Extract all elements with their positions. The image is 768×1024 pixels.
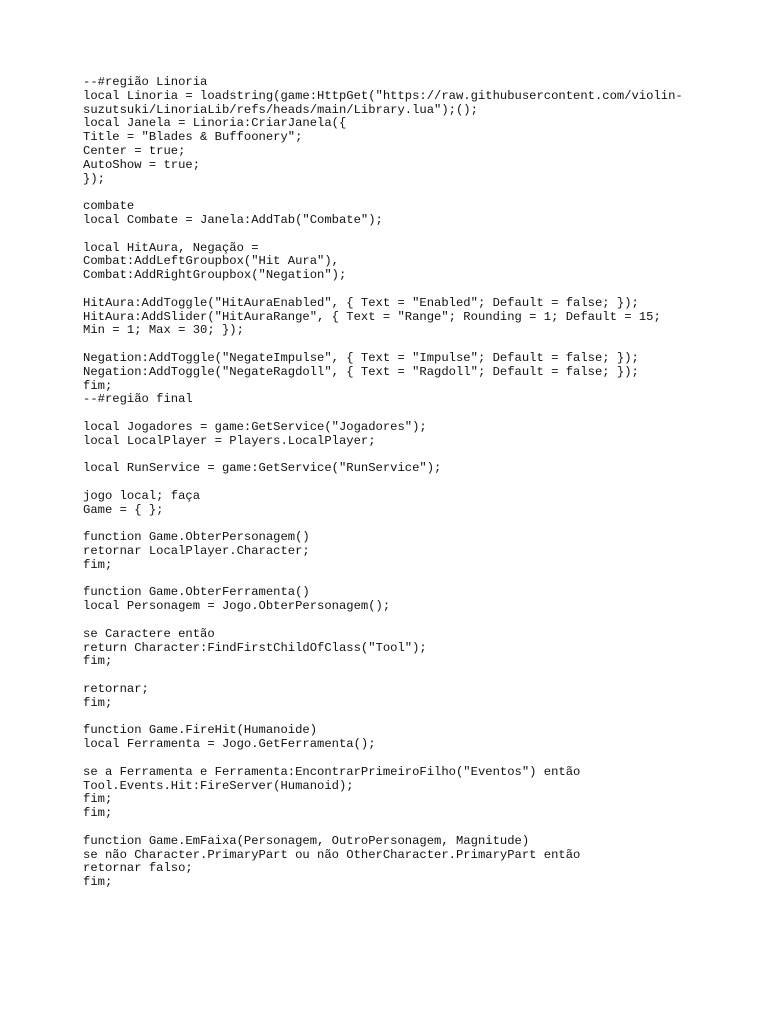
code-line: local Personagem = Jogo.ObterPersonagem(); — [83, 599, 391, 614]
code-block — [83, 352, 743, 407]
code-line: Min = 1; Max = 30; }); — [83, 323, 244, 338]
code-line: fim; — [83, 875, 113, 890]
code-line: local Combate = Janela:AddTab("Combate"); — [83, 212, 383, 227]
code-line: fim; — [83, 557, 113, 572]
code-line: function Game.ObterFerramenta() — [83, 585, 310, 600]
code-line: fim; — [83, 695, 113, 710]
code-line: se não Character.PrimaryPart ou não OtherCharacter.PrimaryPart então — [83, 847, 581, 862]
code-line: local Linoria = loadstring(game:HttpGet("https://raw.githubusercontent.com/violin- — [83, 88, 683, 103]
code-block — [83, 490, 743, 518]
code-line: Game = { }; — [83, 502, 164, 517]
code-line: Negation:AddToggle("NegateImpulse", { Text = "Impulse"; Default = false; }); — [83, 350, 639, 365]
code-line: retornar falso; — [83, 861, 193, 876]
code-line: HitAura:AddToggle("HitAuraEnabled", { Text = "Enabled"; Default = false; }); — [83, 295, 639, 310]
code-block — [83, 683, 743, 711]
code-line: local LocalPlayer = Players.LocalPlayer; — [83, 433, 376, 448]
code-block — [83, 421, 743, 449]
code-block — [83, 200, 743, 228]
code-line: Center = true; — [83, 143, 186, 158]
code-line: fim; — [83, 378, 113, 393]
code-line: return Character:FindFirstChildOfClass("Tool"); — [83, 640, 427, 655]
code-line: Title = "Blades & Buffoonery"; — [83, 130, 303, 145]
code-block — [83, 628, 743, 669]
code-line: --#região final — [83, 392, 193, 407]
code-line: Combat:AddLeftGroupbox("Hit Aura"), — [83, 254, 339, 269]
code-line: local RunService = game:GetService("RunService"); — [83, 461, 442, 476]
code-line: Combat:AddRightGroupbox("Negation"); — [83, 268, 347, 283]
code-line: function Game.EmFaixa(Personagem, OutroPersonagem, Magnitude) — [83, 833, 530, 848]
code-block — [83, 242, 743, 283]
code-block — [83, 76, 743, 186]
code-line: se Caractere então — [83, 626, 215, 641]
code-line: AutoShow = true; — [83, 157, 201, 172]
code-line: fim; — [83, 654, 113, 669]
code-line: combate — [83, 199, 135, 214]
code-line: jogo local; faça — [83, 488, 201, 503]
code-block — [83, 462, 743, 476]
code-block — [83, 724, 743, 752]
code-line: retornar LocalPlayer.Character; — [83, 544, 310, 559]
code-block — [83, 531, 743, 572]
code-line: local Jogadores = game:GetService("Jogadores"); — [83, 419, 427, 434]
code-line: --#região Linoria — [83, 75, 208, 89]
code-line: }); — [83, 171, 105, 186]
code-line: local Janela = Linoria:CriarJanela({ — [83, 116, 347, 131]
code-line: Negation:AddToggle("NegateRagdoll", { Text = "Ragdoll"; Default = false; }); — [83, 364, 639, 379]
code-block — [83, 766, 743, 821]
code-line: HitAura:AddSlider("HitAuraRange", { Text = "Range"; Rounding = 1; Default = 15; — [83, 309, 661, 324]
code-line: suzutsuki/LinoriaLib/refs/heads/main/Library.lua");(); — [83, 102, 478, 117]
code-line: function Game.ObterPersonagem() — [83, 530, 310, 545]
code-line: fim; — [83, 806, 113, 821]
code-line: function Game.FireHit(Humanoide) — [83, 723, 318, 738]
code-line: retornar; — [83, 682, 149, 697]
code-block — [83, 835, 743, 890]
code-block — [83, 586, 743, 614]
code-document — [83, 76, 743, 904]
code-line: local HitAura, Negação = — [83, 240, 259, 255]
code-line: Tool.Events.Hit:FireServer(Humanoid); — [83, 778, 354, 793]
code-line: se a Ferramenta e Ferramenta:EncontrarPrimeiroFilho("Eventos") então — [83, 764, 581, 779]
code-block — [83, 297, 743, 338]
code-line: fim; — [83, 792, 113, 807]
code-line: local Ferramenta = Jogo.GetFerramenta(); — [83, 737, 376, 752]
